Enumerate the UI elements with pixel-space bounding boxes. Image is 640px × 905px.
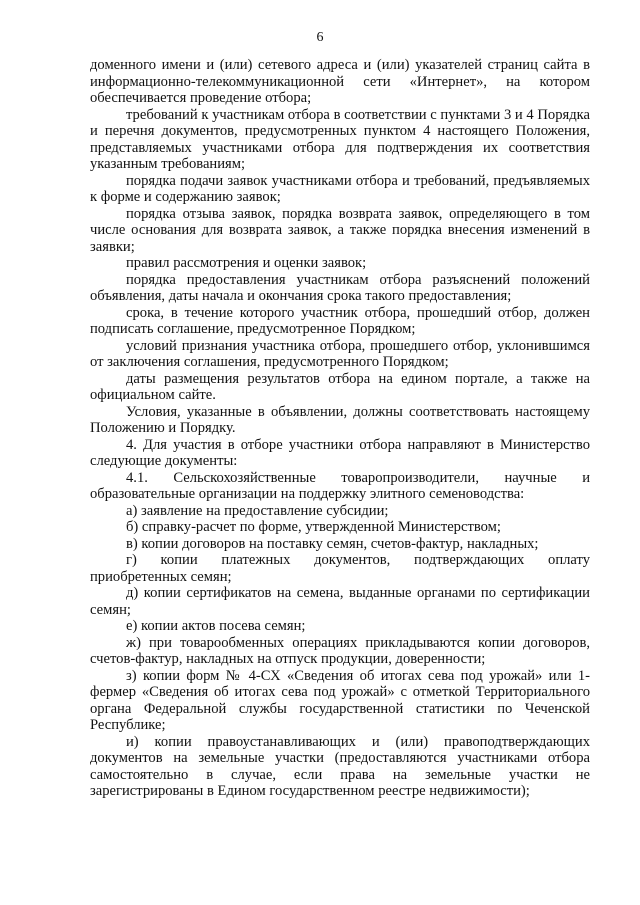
paragraph: 4.1. Сельскохозяйственные товаропроизводители, научные и образовательные организации на поддержку элитного семеноводства:	[90, 469, 590, 502]
document-body	[90, 57, 590, 800]
paragraph: порядка предоставления участникам отбора разъяснений положений объявления, даты начала и окончания срока такого предоставления;	[90, 271, 590, 304]
list-item: е) копии актов посева семян;	[126, 618, 306, 634]
paragraph: условий признания участника отбора, прошедшего отбор, уклонившимся от заключения соглашения, предусмотренного Порядком;	[90, 337, 590, 370]
paragraph: доменного имени и (или) сетевого адреса и (или) указателей страниц сайта в информационно-телекоммуникационной сети «Интернет», на котором обеспечивается проведение отбора;	[90, 57, 590, 106]
list-item: а) заявление на предоставление субсидии;	[126, 502, 389, 519]
paragraph: требований к участникам отбора в соответствии с пунктами 3 и 4 Порядка и перечня документов, предусмотренных пунктом 4 настоящего Положения, представляемых участниками отбора для подтверждения их соответствия указанным требованиям;	[90, 106, 590, 172]
paragraph: правил рассмотрения и оценки заявок;	[126, 255, 367, 271]
list-item: б) справку-расчет по форме, утвержденной Министерством;	[126, 519, 501, 535]
paragraph: порядка подачи заявок участниками отбора и требований, предъявляемых к форме и содержанию заявок;	[90, 172, 590, 205]
page-number: 6	[316, 30, 324, 45]
paragraph: порядка отзыва заявок, порядка возврата заявок, определяющего в том числе основания для возврата заявок, а также порядка внесения изменений в заявки;	[90, 205, 590, 255]
paragraph: 4. Для участия в отборе участники отбора направляют в Министерство следующие документы:	[90, 436, 590, 469]
list-item: з) копии форм № 4-СХ «Сведения об итогах сева под урожай» или 1-фермер «Сведения об итогах сева под урожай» с отметкой Территориального органа Федеральной службы государственной статистики по Чеченской Республике;	[90, 667, 590, 733]
list-item: ж) при товарообменных операциях прикладываются копии договоров, счетов-фактур, накладных на отпуск продукции, доверенности;	[90, 634, 590, 667]
list-item: и) копии правоустанавливающих и (или) правоподтверждающих документов на земельные участки (предоставляются участниками отбора самостоятельно в случае, если права на земельные участки не зарегистрированы в Едином государственном реестре недвижимости);	[90, 733, 590, 799]
list-item: д) копии сертификатов на семена, выданные органами по сертификации семян;	[90, 585, 590, 618]
paragraph: даты размещения результатов отбора на едином портале, а также на официальном сайте.	[90, 370, 590, 403]
paragraph: срока, в течение которого участник отбора, прошедший отбор, должен подписать соглашение, предусмотренное Порядком;	[90, 304, 590, 337]
paragraph: Условия, указанные в объявлении, должны соответствовать настоящему Положению и Порядку.	[90, 403, 590, 436]
list-item: в) копии договоров на поставку семян, счетов-фактур, накладных;	[126, 535, 539, 552]
list-item: г) копии платежных документов, подтверждающих оплату приобретенных семян;	[90, 552, 590, 585]
